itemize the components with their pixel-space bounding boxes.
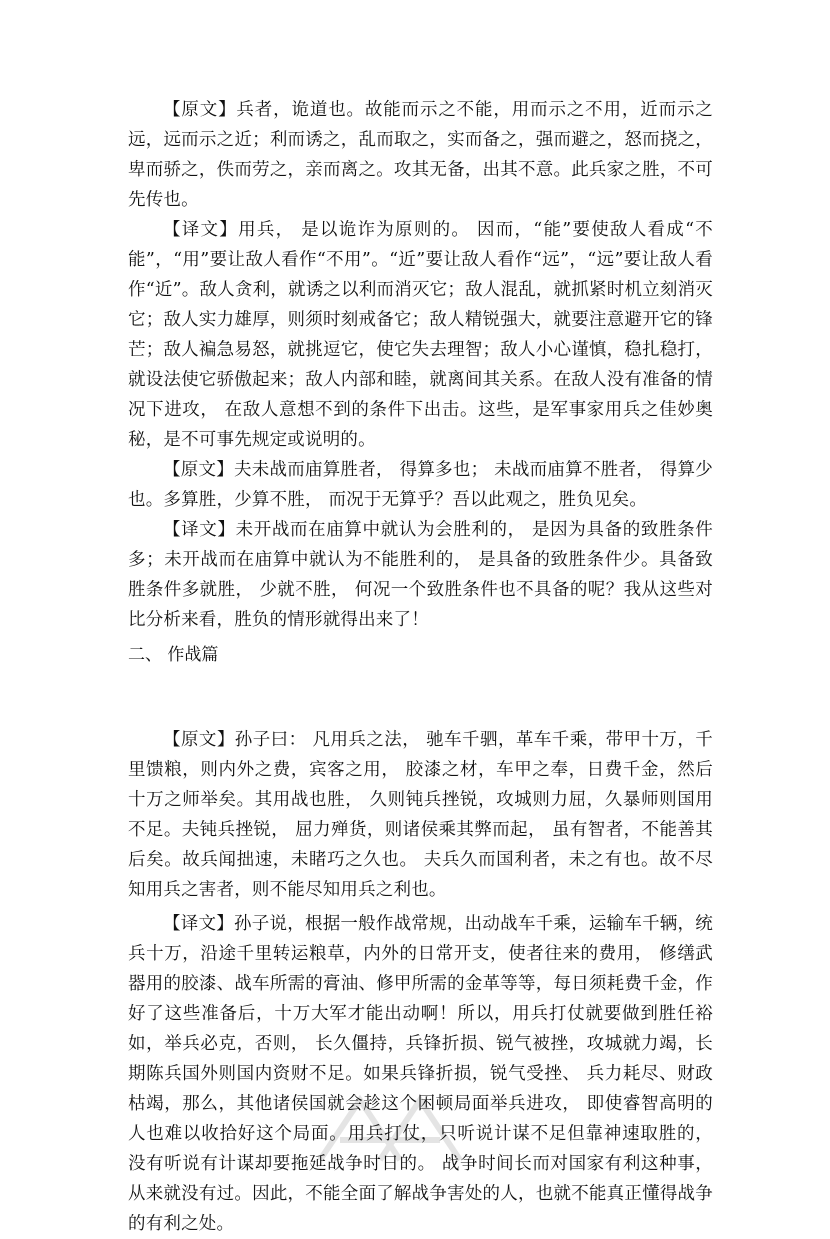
paragraph-translation-3: 【译文】孙子说，根据一般作战常规，出动战车千乘，运输车千辆，统兵十万，沿途千里转运粮草，内外的日常开支，使者往来的费用， 修缮武器用的胶漆、战车所需的膏油、修甲所需的金革等等，每日须耗费千金，作好了这些准备后，十万大军才能出动啊！所以，用兵打仗就要做到胜任裕如，举兵必克，否则， 长久僵持，兵锋折损、锐气被挫，攻城就力竭，长期陈兵国外则国内资财不足。如果兵锋折损，锐气受挫、 兵力耗尽、财政枯竭，那么，其他诸侯国就会趁这个困顿局面举兵进攻， 即使睿智高明的人也难以收拾好这个局面。用兵打仗，只听说计谋不足但靠神速取胜的， 没有听说有计谋却要拖延战争时日的。 战争时间长而对国家有利这种事，从来就没有过。因此，不能全面了解战争害处的人，也就不能真正懂得战争的有利之处。 bbox=[128, 914, 713, 1234]
paragraph-original-3: 【原文】孙子曰： 凡用兵之法， 驰车千驷，革车千乘，带甲十万，千里馈粮，则内外之费，宾客之用， 胶漆之材，车甲之奉，日费千金，然后十万之师举矣。其用战也胜， 久则钝兵挫锐，攻城则力屈，久暴师则国用不足。夫钝兵挫锐， 屈力殚货，则诸侯乘其弊而起， 虽有智者，不能善其后矣。故兵闻拙速，未睹巧之久也。 夫兵久而国利者，未之有也。故不尽知用兵之害者，则不能尽知用兵之利也。 bbox=[128, 730, 713, 900]
paragraph-translation-2: 【译文】未开战而在庙算中就认为会胜利的， 是因为具备的致胜条件多；未开战而在庙算中就认为不能胜利的， 是具备的致胜条件少。具备致胜条件多就胜， 少就不胜， 何况一个致胜条件也不具备的呢？我从这些对比分析来看，胜负的情形就得出来了！ bbox=[128, 520, 713, 630]
paragraph-translation-1: 【译文】用兵， 是以诡诈为原则的。 因而，“能”要使敌人看成“不能”，“用”要让敌人看作“不用”。“近”要让敌人看作“远”，“远”要让敌人看作“近”。敌人贪利，就诱之以利而消灭它；敌人混乱，就抓紧时机立刻消灭它；敌人实力雄厚，则须时刻戒备它；敌人精锐强大，就要注意避开它的锋芒；敌人褊急易怒，就挑逗它，使它失去理智；敌人小心谨慎，稳扎稳打，就设法使它骄傲起来；敌人内部和睦，就离间其关系。在敌人没有准备的情况下进攻， 在敌人意想不到的条件下出击。这些，是军事家用兵之佳妙奥秘，是不可事先规定或说明的。 bbox=[128, 220, 713, 450]
paragraph-original-1: 【原文】兵者，诡道也。故能而示之不能，用而示之不用，近而示之远，远而示之近；利而诱之，乱而取之，实而备之，强而避之，怒而挠之，卑而骄之，佚而劳之，亲而离之。攻其无备，出其不意。此兵家之胜，不可先传也。 bbox=[128, 100, 713, 210]
section-spacer bbox=[128, 670, 713, 725]
paragraph-original-2: 【原文】夫未战而庙算胜者， 得算多也； 未战而庙算不胜者， 得算少也。多算胜，少算不胜， 而况于无算乎？吾以此观之，胜负见矣。 bbox=[128, 460, 713, 510]
section-heading: 二、 作战篇 bbox=[128, 645, 219, 665]
watermark-graphic bbox=[300, 1080, 470, 1170]
document-body bbox=[128, 95, 713, 1239]
